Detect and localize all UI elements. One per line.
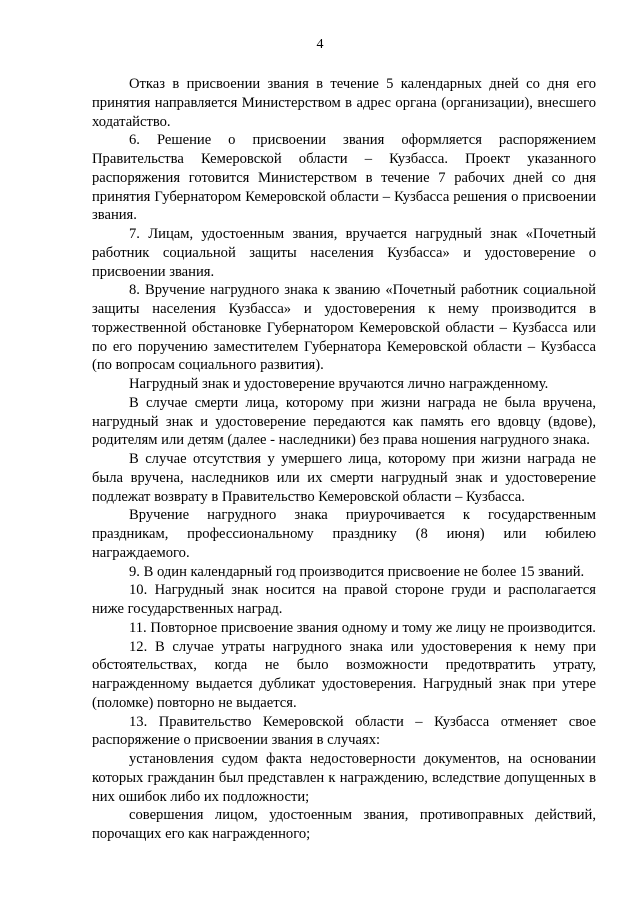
paragraph-item-9: 9. В один календарный год производится присвоение не более 15 званий. (129, 563, 585, 580)
paragraph-posthumous-heirs: В случае смерти лица, которому при жизни награда не была вручена, нагрудный знак и удостоверение передаются как память его вдовцу (вдове), родителям или детям (далее - наследники) без права ношения нагрудного знака. (92, 394, 596, 449)
paragraph-item-6: 6. Решение о присвоении звания оформляется распоряжением Правительства Кемеровской области – Кузбасса. Проект указанного распоряжения готовится Министерством в течение 7 рабочих дней со дня принятия Губернатором Кемеровской области – Кузбасса решения о присвоении звания. (92, 132, 596, 224)
page-number: 4 (316, 37, 324, 52)
paragraph-item-13-case-unlawful-acts: совершения лицом, удостоенным звания, противоправных действий, порочащих его как награжденного; (92, 807, 596, 842)
paragraph-item-12: 12. В случае утраты нагрудного знака или удостоверения к нему при обстоятельствах, когда не было возможности предотвратить утрату, награжденному выдается дубликат удостоверения. Нагрудный знак при утере (поломке) повторно не выдается. (92, 638, 596, 711)
paragraph-item-7: 7. Лицам, удостоенным звания, вручается нагрудный знак «Почетный работник социальной защиты населения Кузбасса» и удостоверение о присвоении звания. (92, 226, 596, 280)
paragraph-no-heirs-return: В случае отсутствия у умершего лица, которому при жизни награда не была вручена, наследников или их смерти нагрудный знак и удостоверение подлежат возврату в Правительство Кемеровской области – Кузбасса. (92, 451, 596, 505)
paragraph-item-11: 11. Повторное присвоение звания одному и тому же лицу не производится. (129, 619, 596, 636)
paragraph-item-13: 13. Правительство Кемеровской области – Кузбасса отменяет свое распоряжение о присвоении звания в случаях: (92, 713, 596, 749)
paragraph-personal-handover: Нагрудный знак и удостоверение вручаются лично награжденному. (129, 376, 549, 392)
paragraph-item-10: 10. Нагрудный знак носится на правой стороне груди и располагается ниже государственных наград. (92, 582, 596, 617)
paragraph-item-8: 8. Вручение нагрудного знака к званию «Почетный работник социальной защиты населения Кузбасса» и удостоверения к нему производится в торжественной обстановке Губернатором Кемеровской области – Кузбасса или по его поручению заместителем Губернатора Кемеровской области – Кузбасса (по вопросам социального развития). (92, 282, 596, 374)
document-body (92, 75, 596, 844)
paragraph-award-timing: Вручение нагрудного знака приурочивается к государственным праздникам, профессиональному празднику (8 июня) или юбилею награждаемого. (92, 507, 596, 561)
paragraph-refusal-notice: Отказ в присвоении звания в течение 5 календарных дней со дня его принятия направляется Министерством в адрес органа (организации), внесшего ходатайство. (92, 76, 596, 130)
paragraph-item-13-case-documents: установления судом факта недостоверности документов, на основании которых гражданин был представлен к награждению, вследствие допущенных в них ошибок либо их подложности; (92, 751, 596, 805)
